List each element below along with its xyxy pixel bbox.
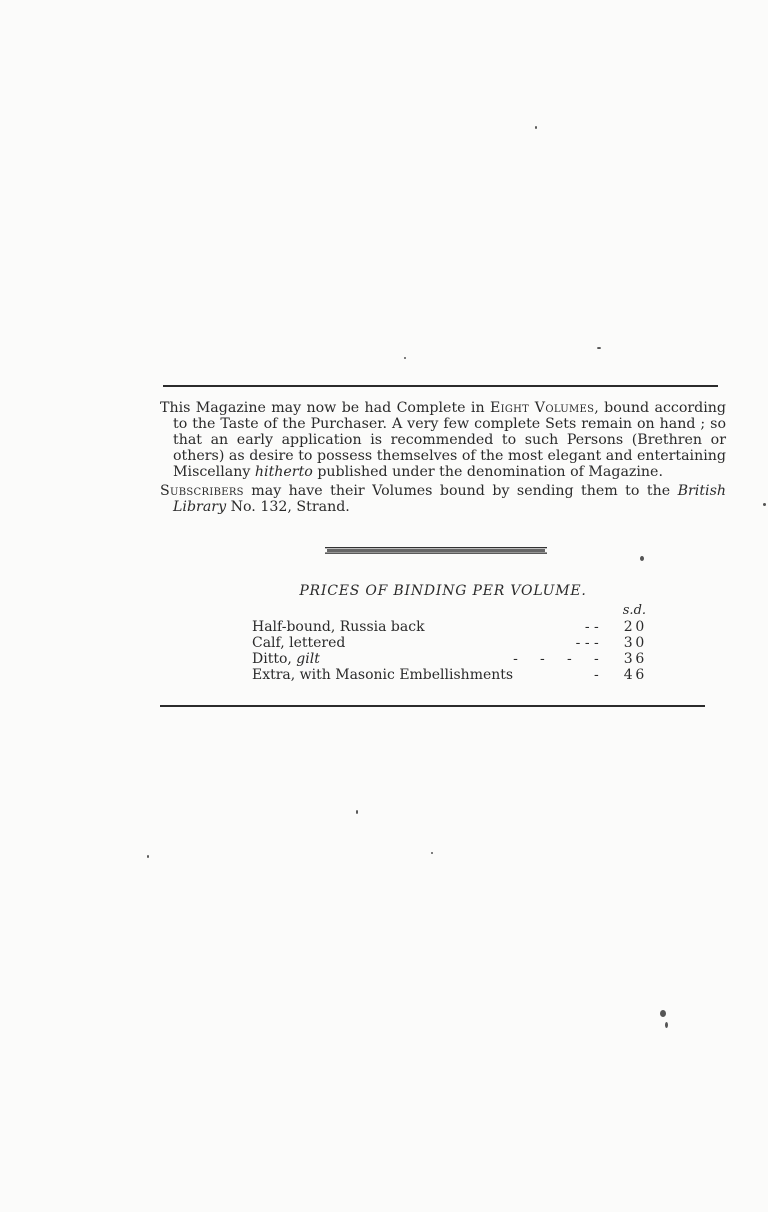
scan-speck bbox=[763, 503, 766, 506]
price-table-header bbox=[252, 603, 646, 619]
price-item: Extra, with Masonic Embellishments bbox=[252, 667, 514, 683]
scan-speck bbox=[431, 852, 433, 854]
price-pence: 0 bbox=[635, 619, 645, 635]
scan-speck bbox=[356, 810, 358, 814]
price-row bbox=[252, 667, 646, 683]
scan-speck bbox=[404, 357, 406, 359]
price-dashes: - - - - bbox=[513, 651, 599, 667]
price-dashes: - - bbox=[584, 619, 599, 635]
scan-speck bbox=[535, 126, 537, 129]
notice-text-middle: , bound according to the Taste of the Purchaser. A very few complete Sets remain on hand ; so that an early application is recommended to such Persons (Brethren or others) as desire to possess themselves of the most elegant and entertaining Miscellany bbox=[173, 400, 726, 480]
scan-speck bbox=[597, 347, 601, 349]
notice-paragraph-subscribers bbox=[160, 483, 726, 515]
price-dashes: - - - bbox=[575, 635, 599, 651]
subscribers-text: Subscribers bbox=[160, 483, 244, 499]
pence-header: d. bbox=[633, 603, 647, 618]
subscribers-instructions: may have their Volumes bound by sending them to the bbox=[243, 483, 678, 499]
notice-block bbox=[160, 400, 726, 515]
price-pence: 6 bbox=[635, 667, 645, 683]
scan-speck bbox=[665, 1022, 668, 1028]
price-row bbox=[252, 651, 646, 667]
price-shillings: 3 bbox=[623, 635, 633, 651]
notice-text-end: published under the denomination of Magazine. bbox=[312, 464, 663, 480]
price-dashes: - bbox=[594, 667, 599, 683]
price-pence: 6 bbox=[635, 651, 645, 667]
bottom-rule bbox=[160, 705, 705, 707]
scan-speck bbox=[640, 556, 644, 561]
gilt-text: gilt bbox=[296, 651, 320, 667]
shillings-header: s. bbox=[622, 603, 634, 618]
scan-speck bbox=[147, 855, 149, 858]
eight-volumes-text: Eight Volumes bbox=[489, 400, 595, 416]
hitherto-text: hitherto bbox=[254, 464, 313, 480]
address-text: No. 132, Strand. bbox=[226, 499, 350, 515]
price-pence: 0 bbox=[635, 635, 645, 651]
scan-speck bbox=[660, 1010, 666, 1017]
british-library-text: British Library bbox=[173, 483, 726, 515]
notice-paragraph-magazine bbox=[160, 400, 726, 480]
price-shillings: 2 bbox=[623, 619, 633, 635]
price-item: Ditto, gilt bbox=[252, 651, 320, 667]
price-item: Half-bound, Russia back bbox=[252, 619, 425, 635]
price-shillings: 4 bbox=[623, 667, 633, 683]
prices-title: PRICES OF BINDING PER VOLUME. bbox=[299, 583, 587, 599]
ornamental-rule bbox=[325, 547, 547, 554]
price-row bbox=[252, 619, 646, 635]
price-item: Calf, lettered bbox=[252, 635, 346, 651]
price-shillings: 3 bbox=[623, 651, 633, 667]
price-table bbox=[252, 603, 646, 683]
price-row bbox=[252, 635, 646, 651]
top-rule bbox=[163, 385, 718, 387]
notice-text-start: This Magazine may now be had Complete in bbox=[160, 400, 490, 416]
